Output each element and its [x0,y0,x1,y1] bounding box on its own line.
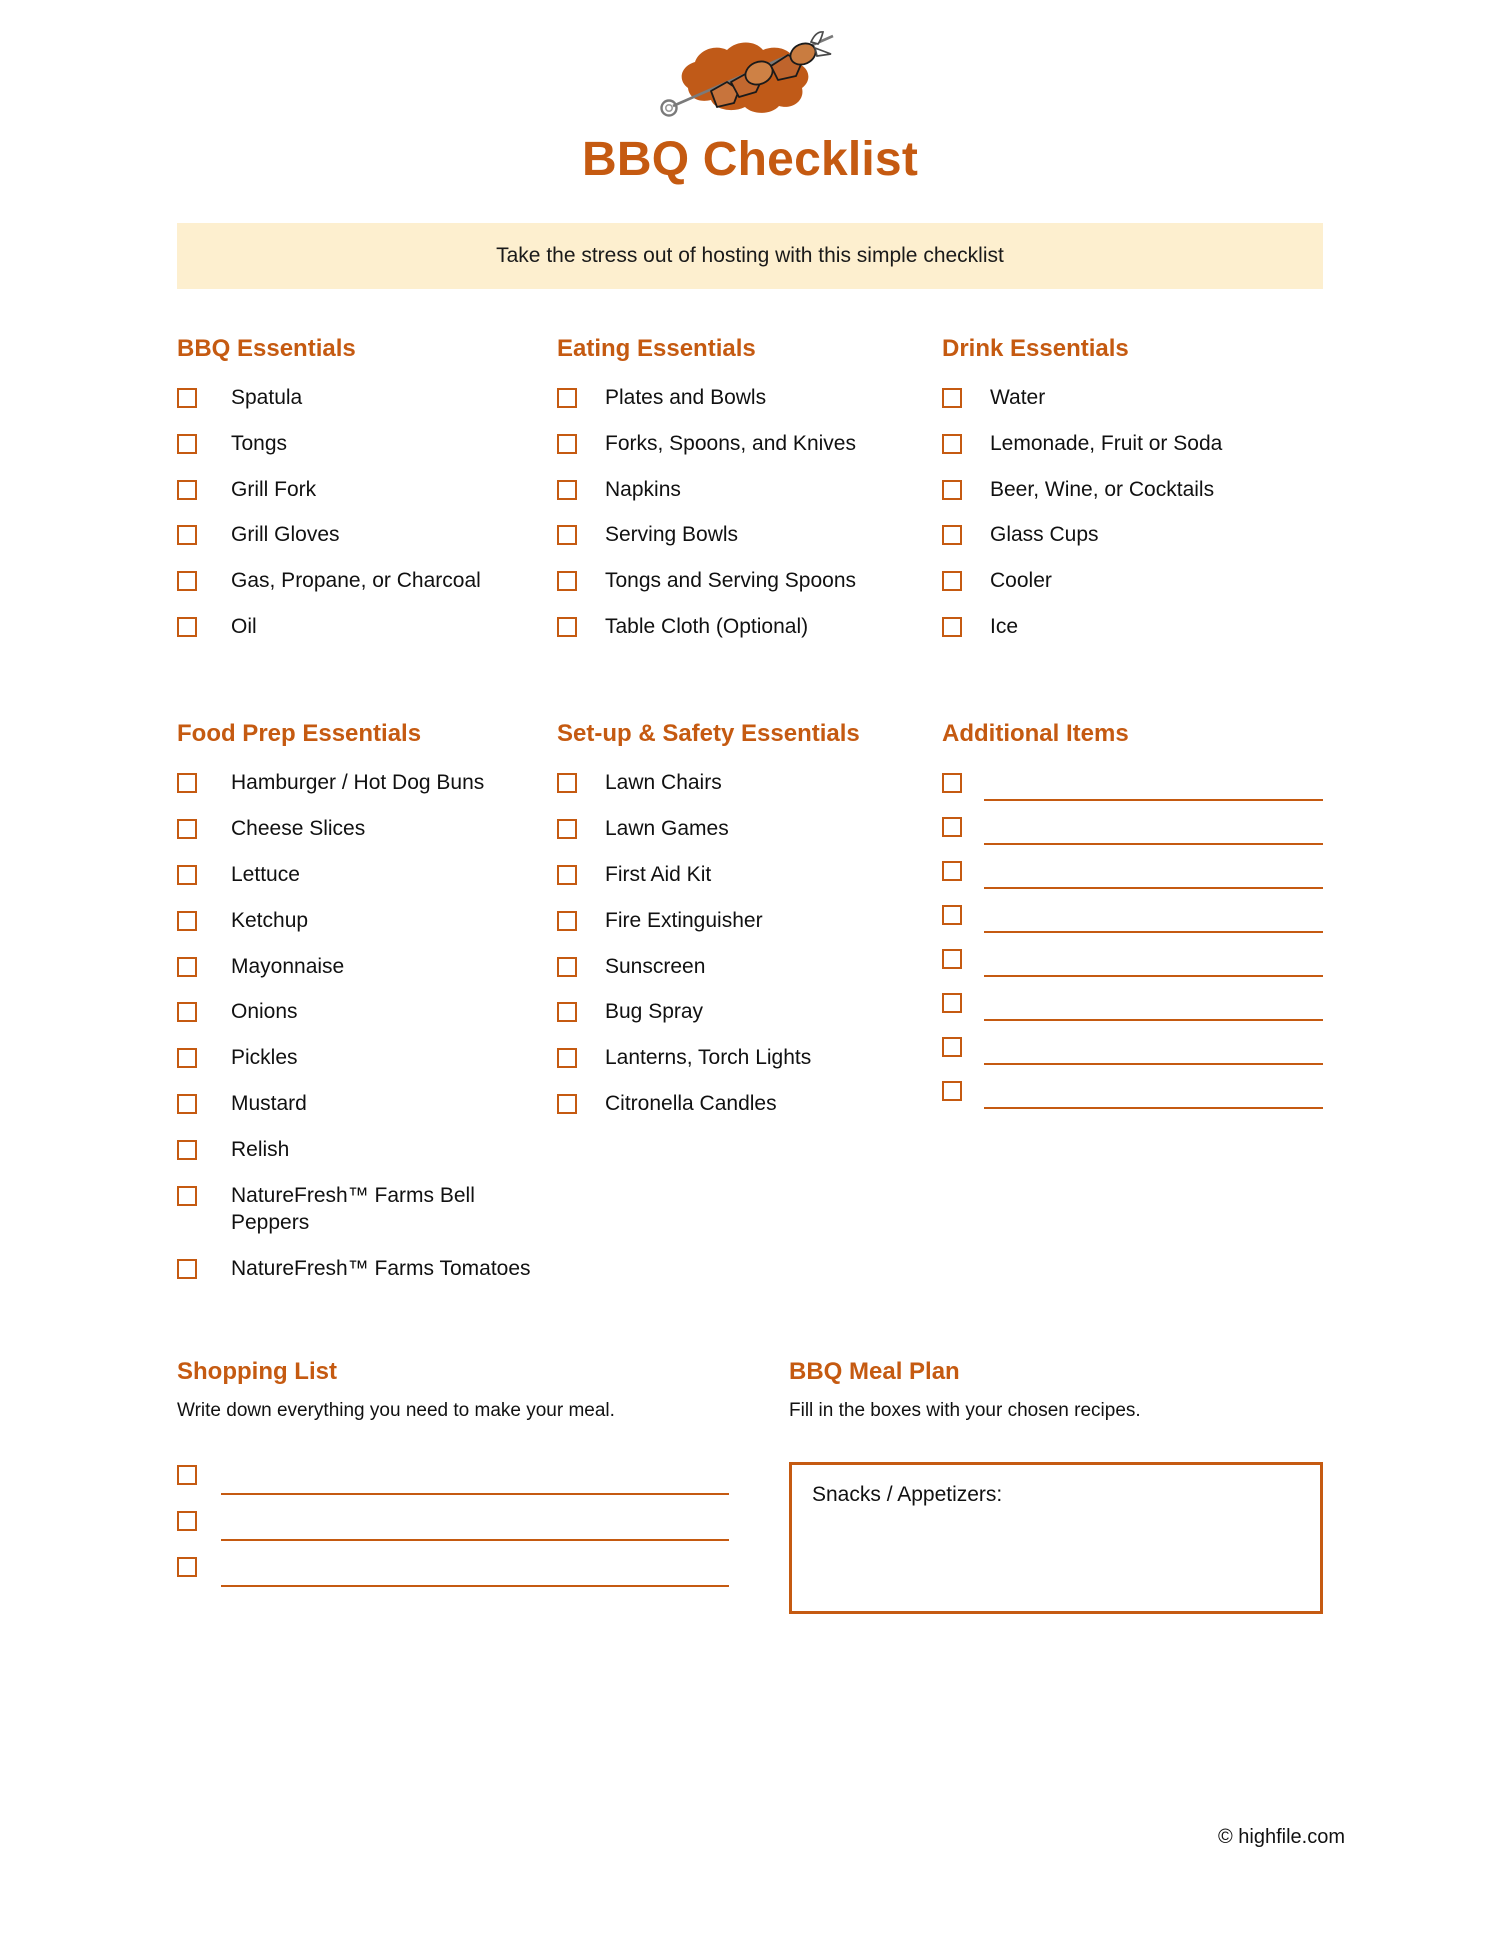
checkbox-icon[interactable] [177,525,197,545]
checkbox-icon[interactable] [942,434,962,454]
checklist-item[interactable] [557,770,942,797]
checkbox-icon[interactable] [557,525,577,545]
checkbox-icon[interactable] [177,1511,197,1531]
checklist-item-label: Bug Spray [605,1000,704,1024]
meal-plan-snacks-box[interactable] [789,1462,1323,1614]
checkbox-icon[interactable] [177,1048,197,1068]
checklist-item[interactable] [177,954,557,981]
checklist-item[interactable] [942,431,1323,458]
section-setup-safety-essentials [557,720,942,1302]
checklist-item-label: Fire Extinguisher [605,908,763,932]
checklist-item-label: Glass Cups [990,523,1099,547]
section-subtitle: Fill in the boxes with your chosen recipes. [789,1399,1141,1421]
checklist-item[interactable] [177,862,557,889]
checkbox-icon[interactable] [557,617,577,637]
checkbox-icon[interactable] [177,480,197,500]
checklist-item-label: Table Cloth (Optional) [605,615,809,639]
checklist-item-label: First Aid Kit [605,862,712,886]
additional-item-row[interactable] [942,858,1323,889]
section-heading: Drink Essentials [942,334,1129,362]
checklist-item[interactable] [177,1091,557,1118]
additional-item-row[interactable] [942,990,1323,1021]
checkbox-icon[interactable] [557,388,577,408]
checklist-item[interactable] [557,862,942,889]
checklist-item-label: Napkins [605,477,681,501]
checklist-item-label: Mustard [231,1092,307,1116]
checklist-item-label: Plates and Bowls [605,385,767,409]
checklist-item[interactable] [557,816,942,843]
checklist-item-label: Lemonade, Fruit or Soda [990,431,1223,455]
checkbox-icon[interactable] [177,388,197,408]
checkbox-icon[interactable] [942,905,962,925]
additional-item-row[interactable] [942,1078,1323,1109]
checklist-item-label: Cooler [990,569,1052,593]
checklist-item-label: Cheese Slices [231,816,366,840]
checklist-item[interactable] [942,477,1323,504]
additional-item-row[interactable] [942,1034,1323,1065]
checklist-item-label: Oil [231,615,257,639]
checkbox-icon[interactable] [557,434,577,454]
bottom-section [177,1358,1323,1614]
checkbox-icon[interactable] [177,1259,197,1279]
section-heading: Food Prep Essentials [177,720,422,748]
checkbox-icon[interactable] [177,957,197,977]
checklist-item[interactable] [177,999,557,1026]
checklist-item-label: Lawn Games [605,816,729,840]
checklist-item-label: Ice [990,615,1019,639]
section-subtitle: Write down everything you need to make your meal. [177,1399,615,1421]
checkbox-icon[interactable] [942,861,962,881]
write-in-line[interactable] [984,770,1323,801]
section-heading: BBQ Essentials [177,334,356,362]
checklist-item-label: Sunscreen [605,954,706,978]
checkbox-icon[interactable] [177,434,197,454]
shopping-list-row[interactable] [177,1554,729,1587]
write-in-line[interactable] [221,1508,729,1541]
footer-copyright: © highfile.com [1217,1826,1345,1848]
bbq-skewer-kebab-icon [655,18,845,118]
checklist-item[interactable] [177,908,557,935]
checklist-item-label: Lawn Chairs [605,771,722,795]
checklist-item-label: Mayonnaise [231,954,345,978]
checkbox-icon[interactable] [557,819,577,839]
section-food-prep-essentials [177,720,557,1302]
shopping-list-row[interactable] [177,1462,729,1495]
subtitle-banner [177,223,1323,289]
checkbox-icon[interactable] [177,819,197,839]
checklist-item-label: Citronella Candles [605,1092,777,1116]
section-heading: Set-up & Safety Essentials [557,720,860,748]
shopping-list-row[interactable] [177,1508,729,1541]
checklist-item-label: Tongs and Serving Spoons [605,569,857,593]
section-heading: BBQ Meal Plan [789,1357,960,1385]
checkbox-icon[interactable] [557,911,577,931]
checklist-item-label: Water [990,385,1046,409]
checklist-item-label: Grill Fork [231,477,317,501]
checklist-item[interactable] [177,1137,557,1164]
checkbox-icon[interactable] [177,773,197,793]
checkbox-icon[interactable] [177,571,197,591]
checklist-item[interactable] [557,477,942,504]
section-shopping-list [177,1358,789,1614]
checkbox-icon[interactable] [942,388,962,408]
checklist-item[interactable] [557,999,942,1026]
checkbox-icon[interactable] [177,865,197,885]
write-in-line[interactable] [984,946,1323,977]
checkbox-icon[interactable] [942,617,962,637]
shopping-list-rows [177,1462,789,1587]
checklist-item-label: Serving Bowls [605,523,739,547]
checkbox-icon[interactable] [557,1094,577,1114]
checkbox-icon[interactable] [557,480,577,500]
write-in-line[interactable] [984,1034,1323,1065]
checklist-item[interactable] [177,522,557,549]
checklist-item-label: Onions [231,1000,298,1024]
checklist-item[interactable] [557,385,942,412]
write-in-line[interactable] [984,814,1323,845]
checkbox-icon[interactable] [557,1002,577,1022]
section-heading: Eating Essentials [557,334,756,362]
checklist-item[interactable] [557,522,942,549]
checklist-item-label: Relish [231,1138,290,1162]
checklist-item-label: Forks, Spoons, and Knives [605,431,856,455]
checklist-item[interactable] [942,568,1323,595]
checklist-item-label: Lanterns, Torch Lights [605,1046,812,1070]
checkbox-icon[interactable] [557,1048,577,1068]
checklist-item[interactable] [557,954,942,981]
checklist-item-label: Lettuce [231,862,300,886]
checkbox-icon[interactable] [177,1465,197,1485]
checklist-item[interactable] [177,1183,557,1237]
checklist-item-label: Spatula [231,385,303,409]
write-in-line[interactable] [221,1462,729,1495]
section-additional-items [942,720,1323,1302]
checkbox-icon[interactable] [177,617,197,637]
checkbox-icon[interactable] [942,1037,962,1057]
checkbox-icon[interactable] [942,480,962,500]
checkbox-icon[interactable] [557,865,577,885]
meal-plan-box-label: Snacks / Appetizers: [812,1482,1003,1506]
checkbox-icon[interactable] [942,773,962,793]
checklist-item-label: Beer, Wine, or Cocktails [990,477,1215,501]
checklist-item-label: Grill Gloves [231,523,340,547]
checkbox-icon[interactable] [942,1081,962,1101]
write-in-line[interactable] [221,1554,729,1587]
checklist-item[interactable] [557,1091,942,1118]
checkbox-icon[interactable] [942,571,962,591]
checklist-item-label: NatureFresh™ Farms Bell Peppers [231,1183,475,1234]
checklist-item[interactable] [177,477,557,504]
checklist-item-label: Pickles [231,1046,298,1070]
checklist-item[interactable] [557,908,942,935]
checklist-item[interactable] [557,1045,942,1072]
additional-item-row[interactable] [942,770,1323,801]
checkbox-icon[interactable] [177,1002,197,1022]
section-bbq-essentials [177,335,557,660]
checklist-item[interactable] [942,522,1323,549]
checklist-grid-row-2 [177,720,1323,1302]
checklist-item[interactable] [942,385,1323,412]
checklist-item[interactable] [557,614,942,641]
section-drink-essentials [942,335,1323,660]
checkbox-icon[interactable] [177,1094,197,1114]
checklist-item-label: Gas, Propane, or Charcoal [231,569,481,593]
checkbox-icon[interactable] [557,957,577,977]
write-in-line[interactable] [984,1078,1323,1109]
checkbox-icon[interactable] [177,911,197,931]
checklist-item[interactable] [177,1045,557,1072]
checkbox-icon[interactable] [177,1186,197,1206]
checklist-grid-row-1 [177,335,1323,660]
checklist-item[interactable] [557,568,942,595]
checkbox-icon[interactable] [942,525,962,545]
checklist-item[interactable] [177,816,557,843]
checklist-item[interactable] [177,385,557,412]
section-meal-plan [789,1358,1323,1614]
additional-item-row[interactable] [942,902,1323,933]
checkbox-icon[interactable] [942,993,962,1013]
additional-item-row[interactable] [942,946,1323,977]
checkbox-icon[interactable] [557,773,577,793]
checkbox-icon[interactable] [942,817,962,837]
section-heading: Shopping List [177,1357,337,1385]
checklist-item[interactable] [177,568,557,595]
checklist-item-label: Hamburger / Hot Dog Buns [231,771,485,795]
logo-container [0,0,1500,118]
checklist-item[interactable] [557,431,942,458]
page-title: BBQ Checklist [581,133,919,186]
additional-item-row[interactable] [942,814,1323,845]
section-eating-essentials [557,335,942,660]
checklist-item[interactable] [942,614,1323,641]
checklist-item[interactable] [177,1256,557,1283]
write-in-line[interactable] [984,902,1323,933]
checklist-item-label: Tongs [231,431,288,455]
checkbox-icon[interactable] [177,1140,197,1160]
checkbox-icon[interactable] [177,1557,197,1577]
checkbox-icon[interactable] [942,949,962,969]
checklist-item[interactable] [177,431,557,458]
checklist-item-label: NatureFresh™ Farms Tomatoes [231,1256,531,1280]
subtitle-banner-text: Take the stress out of hosting with this simple checklist [496,243,1004,267]
section-heading: Additional Items [942,720,1129,748]
checklist-item-label: Ketchup [231,908,309,932]
write-in-line[interactable] [984,990,1323,1021]
checklist-item[interactable] [177,614,557,641]
write-in-line[interactable] [984,858,1323,889]
checkbox-icon[interactable] [557,571,577,591]
checklist-item[interactable] [177,770,557,797]
